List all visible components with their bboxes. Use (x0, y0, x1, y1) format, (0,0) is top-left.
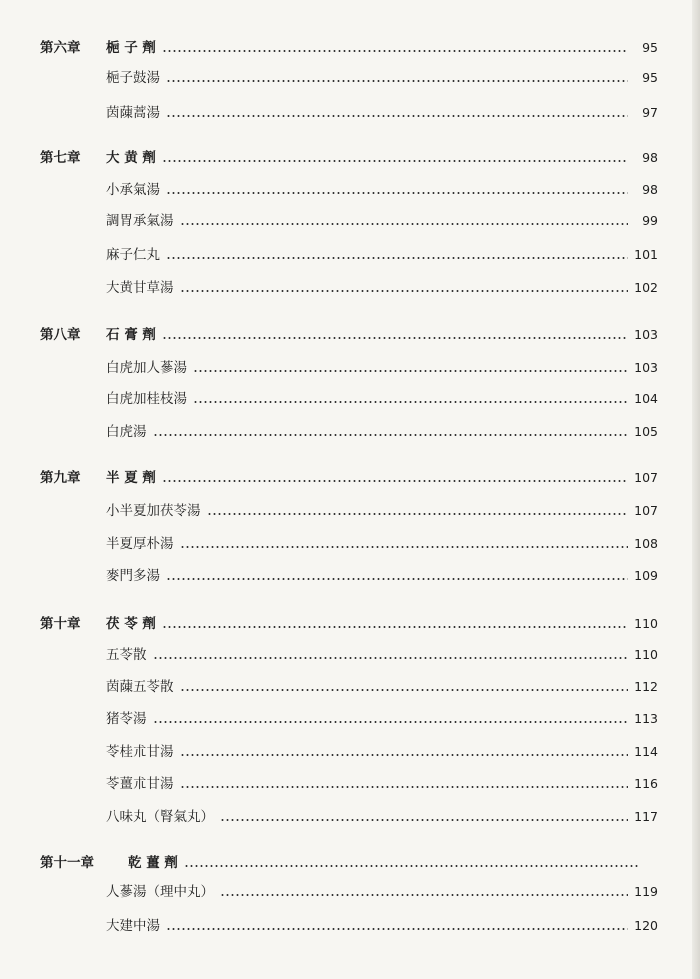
dot-leader (153, 657, 628, 659)
chapter-number: 第十章 (40, 616, 81, 632)
dot-leader (193, 401, 628, 403)
dot-leader (220, 819, 628, 821)
toc-chapter-row (0, 612, 700, 636)
chapter-label (40, 146, 156, 170)
entry-title: 麥門多湯 (106, 568, 160, 584)
chapter-title: 茯 苓 劑 (106, 616, 156, 632)
chapter-number: 第八章 (40, 327, 81, 343)
dot-leader (180, 546, 628, 548)
chapter-number: 第九章 (40, 470, 81, 486)
dot-leader (220, 894, 628, 896)
page-number: 120 (634, 918, 658, 933)
chapter-label (40, 851, 178, 875)
page-number: 108 (634, 536, 658, 551)
dot-leader (180, 689, 628, 691)
toc-entry-row (0, 356, 700, 380)
entry-title: 茵蔯蒿湯 (106, 105, 160, 121)
toc-entry-row (0, 66, 700, 90)
entry-title: 猪苓湯 (106, 711, 147, 727)
toc-entry-row (0, 178, 700, 202)
toc-entry-row (0, 707, 700, 731)
entry-title: 小半夏加茯苓湯 (106, 503, 201, 519)
dot-leader (180, 223, 628, 225)
dot-leader (162, 50, 628, 52)
dot-leader (180, 290, 628, 292)
page-number: 107 (634, 503, 658, 518)
toc-entry-row (0, 532, 700, 556)
page-number: 98 (642, 150, 658, 165)
entry-title: 苓桂朮甘湯 (106, 744, 174, 760)
toc-chapter-row (0, 146, 700, 170)
entry-title: 白虎湯 (106, 424, 147, 440)
dot-leader (166, 578, 628, 580)
entry-title: 大黄甘草湯 (106, 280, 174, 296)
toc-entry-row (0, 420, 700, 444)
entry-title: 半夏厚朴湯 (106, 536, 174, 552)
chapter-number: 第十一章 (40, 855, 94, 871)
chapter-title: 石 膏 劑 (106, 327, 156, 343)
entry-title: 梔子鼓湯 (106, 70, 160, 86)
toc-chapter-row (0, 466, 700, 490)
dot-leader (166, 928, 628, 930)
page-number: 117 (634, 809, 658, 824)
toc-chapter-row (0, 851, 700, 875)
page-number: 110 (634, 647, 658, 662)
page-number: 101 (634, 247, 658, 262)
dot-leader (180, 786, 628, 788)
toc-entry-row (0, 276, 700, 300)
dot-leader (162, 160, 628, 162)
entry-title: 五苓散 (106, 647, 147, 663)
page-number: 109 (634, 568, 658, 583)
toc-entry-row (0, 564, 700, 588)
dot-leader (162, 337, 628, 339)
page-number: 105 (634, 424, 658, 439)
chapter-title: 梔 子 劑 (106, 40, 156, 56)
page-number: 95 (642, 70, 658, 85)
page-number: 113 (634, 711, 658, 726)
entry-title: 白虎加桂枝湯 (106, 391, 187, 407)
page-number: 103 (634, 327, 658, 342)
page-number: 110 (634, 616, 658, 631)
dot-leader (207, 513, 628, 515)
page-number: 98 (642, 182, 658, 197)
page-number: 103 (634, 360, 658, 375)
page-number: 112 (634, 679, 658, 694)
page-number: 97 (642, 105, 658, 120)
chapter-title: 乾 薑 劑 (128, 855, 178, 871)
toc-entry-row (0, 914, 700, 938)
chapter-number: 第六章 (40, 40, 81, 56)
dot-leader (166, 80, 628, 82)
dot-leader (162, 626, 628, 628)
chapter-title: 半 夏 劑 (106, 470, 156, 486)
toc-entry-row (0, 772, 700, 796)
page-number: 95 (642, 40, 658, 55)
chapter-label (40, 323, 156, 347)
dot-leader (162, 480, 628, 482)
toc-entry-row (0, 499, 700, 523)
dot-leader (153, 721, 628, 723)
entry-title: 麻子仁丸 (106, 247, 160, 263)
page-number: 104 (634, 391, 658, 406)
page-number: 114 (634, 744, 658, 759)
toc-entry-row (0, 243, 700, 267)
dot-leader (153, 434, 628, 436)
entry-title: 苓薑朮甘湯 (106, 776, 174, 792)
chapter-number: 第七章 (40, 150, 81, 166)
page-number: 99 (642, 213, 658, 228)
entry-title: 茵蔯五苓散 (106, 679, 174, 695)
page-number: 102 (634, 280, 658, 295)
toc-entry-row (0, 209, 700, 233)
dot-leader (193, 370, 628, 372)
entry-title: 調胃承氣湯 (106, 213, 174, 229)
toc-entry-row (0, 880, 700, 904)
dot-leader (166, 192, 628, 194)
chapter-label (40, 612, 156, 636)
toc-entry-row (0, 740, 700, 764)
page-number: 116 (634, 776, 658, 791)
page-number: 119 (634, 884, 658, 899)
chapter-label (40, 466, 156, 490)
entry-title: 大建中湯 (106, 918, 160, 934)
entry-title: 八味丸（腎氣丸） (106, 809, 214, 825)
toc-entry-row (0, 643, 700, 667)
dot-leader (180, 754, 628, 756)
dot-leader (166, 115, 628, 117)
toc-chapter-row (0, 323, 700, 347)
toc-entry-row (0, 805, 700, 829)
page-number: 107 (634, 470, 658, 485)
chapter-title: 大 黄 劑 (106, 150, 156, 166)
entry-title: 人蔘湯（理中丸） (106, 884, 214, 900)
entry-title: 白虎加人蔘湯 (106, 360, 187, 376)
chapter-label (40, 36, 156, 60)
dot-leader (184, 865, 640, 867)
toc-entry-row (0, 101, 700, 125)
entry-title: 小承氣湯 (106, 182, 160, 198)
toc-entry-row (0, 675, 700, 699)
dot-leader (166, 257, 628, 259)
toc-entry-row (0, 387, 700, 411)
toc-chapter-row (0, 36, 700, 60)
